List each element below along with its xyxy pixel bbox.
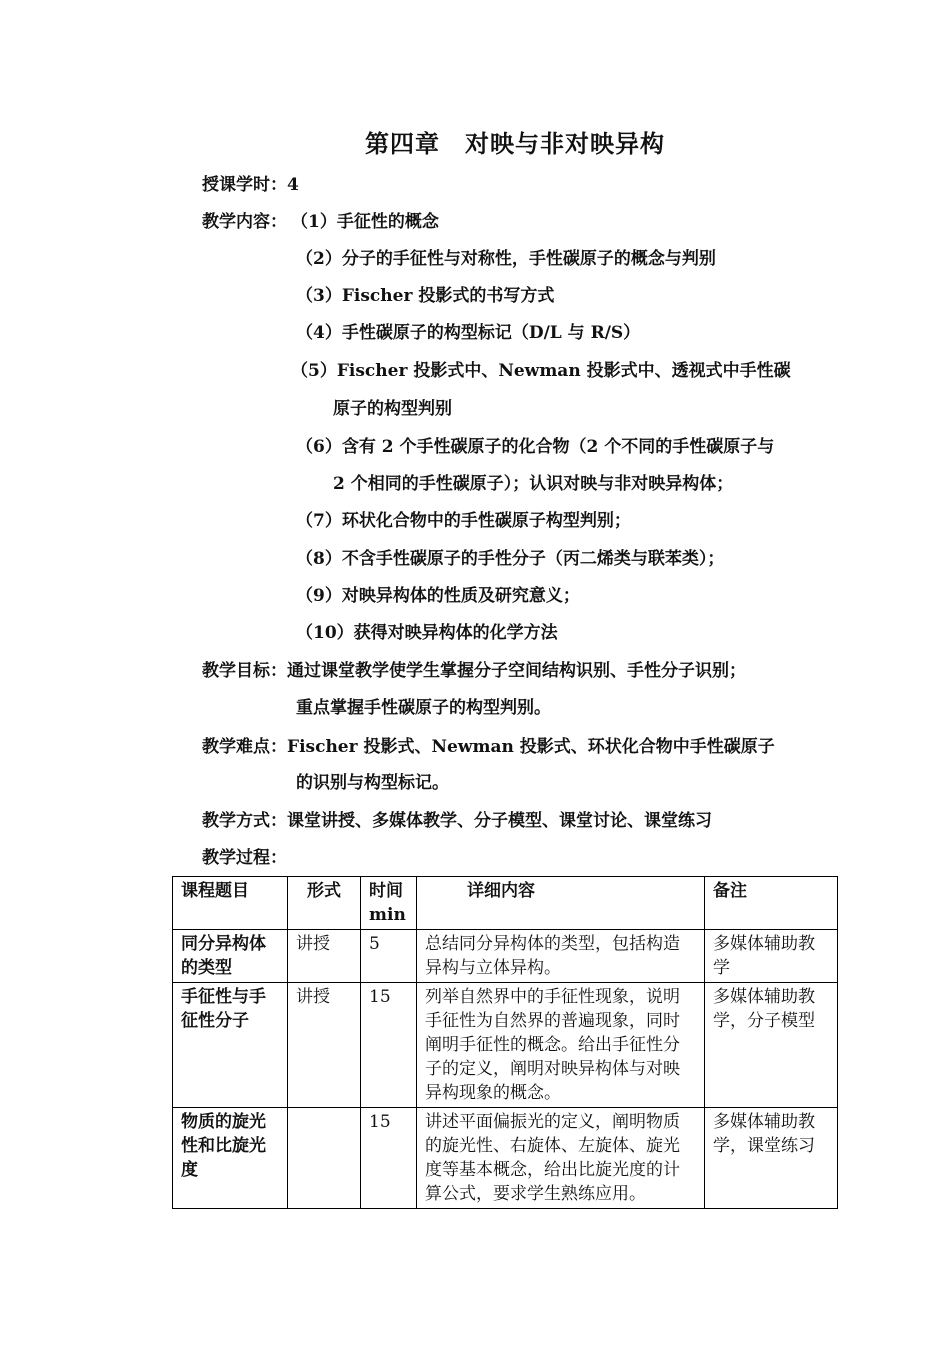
row-form: 讲授 bbox=[288, 983, 361, 1108]
content-item: （4）手性碳原子的构型标记（D/L 与 R/S） bbox=[296, 323, 641, 343]
content-item: （10）获得对映异构体的化学方法 bbox=[296, 623, 558, 643]
teaching-method: 教学方式：课堂讲授、多媒体教学、分子模型、课堂讨论、课堂练习 bbox=[202, 811, 712, 831]
content-item-continued: 2 个相同的手性碳原子）；认识对映与非对映异构体； bbox=[333, 474, 734, 494]
content-item: （8）不含手性碳原子的手性分子（丙二烯类与联苯类）； bbox=[296, 549, 725, 569]
content-item: （5）Fischer 投影式中、Newman 投影式中、透视式中手性碳 bbox=[291, 361, 791, 381]
header-form: 形式 bbox=[288, 877, 361, 930]
row-detail: 总结同分异构体的类型，包括构造异构与立体异构。 bbox=[417, 930, 705, 983]
chapter-title: 第四章 对映与非对映异构 bbox=[365, 129, 665, 158]
row-topic: 物质的旋光性和比旋光度 bbox=[173, 1108, 288, 1209]
row-form bbox=[288, 1108, 361, 1209]
content-item: （3）Fischer 投影式的书写方式 bbox=[296, 286, 555, 306]
table-row bbox=[173, 1108, 838, 1209]
row-time: 15 bbox=[361, 1108, 417, 1209]
teaching-hours: 授课学时：4 bbox=[202, 175, 299, 195]
header-topic: 课程题目 bbox=[173, 877, 288, 930]
content-item: （1）手征性的概念 bbox=[291, 212, 439, 232]
teaching-process-table bbox=[172, 876, 838, 1209]
table-row bbox=[173, 930, 838, 983]
row-note: 多媒体辅助教学，分子模型 bbox=[705, 983, 838, 1108]
row-detail: 讲述平面偏振光的定义，阐明物质的旋光性、右旋体、左旋体、旋光度等基本概念，给出比旋光度的计算公式，要求学生熟练应用。 bbox=[417, 1108, 705, 1209]
row-topic: 手征性与手征性分子 bbox=[173, 983, 288, 1108]
row-time: 15 bbox=[361, 983, 417, 1108]
table-row bbox=[173, 983, 838, 1108]
teaching-goal: 教学目标：通过课堂教学使学生掌握分子空间结构识别、手性分子识别； bbox=[202, 661, 746, 681]
content-item: （7）环状化合物中的手性碳原子构型判别； bbox=[296, 511, 631, 531]
content-item: （6）含有 2 个手性碳原子的化合物（2 个不同的手性碳原子与 bbox=[296, 437, 775, 457]
header-time: 时间min bbox=[361, 877, 417, 930]
teaching-process-label: 教学过程： bbox=[202, 848, 287, 868]
row-topic: 同分异构体的类型 bbox=[173, 930, 288, 983]
content-item: （2）分子的手征性与对称性，手性碳原子的概念与判别 bbox=[296, 249, 716, 269]
header-detail: 详细内容 bbox=[417, 877, 705, 930]
table-header-row bbox=[173, 877, 838, 930]
teaching-goal-continued: 重点掌握手性碳原子的构型判别。 bbox=[296, 698, 551, 718]
row-detail: 列举自然界中的手征性现象，说明手征性为自然界的普遍现象，同时阐明手征性的概念。给出手征性分子的定义，阐明对映异构体与对映异构现象的概念。 bbox=[417, 983, 705, 1108]
row-note: 多媒体辅助教学，课堂练习 bbox=[705, 1108, 838, 1209]
content-label: 教学内容： bbox=[202, 212, 287, 232]
row-time: 5 bbox=[361, 930, 417, 983]
row-note: 多媒体辅助教学 bbox=[705, 930, 838, 983]
teaching-difficulty-continued: 的识别与构型标记。 bbox=[296, 773, 449, 793]
header-note: 备注 bbox=[705, 877, 838, 930]
content-item: （9）对映异构体的性质及研究意义； bbox=[296, 586, 580, 606]
content-item-continued: 原子的构型判别 bbox=[333, 399, 452, 419]
row-form: 讲授 bbox=[288, 930, 361, 983]
teaching-difficulty: 教学难点：Fischer 投影式、Newman 投影式、环状化合物中手性碳原子 bbox=[202, 737, 775, 757]
